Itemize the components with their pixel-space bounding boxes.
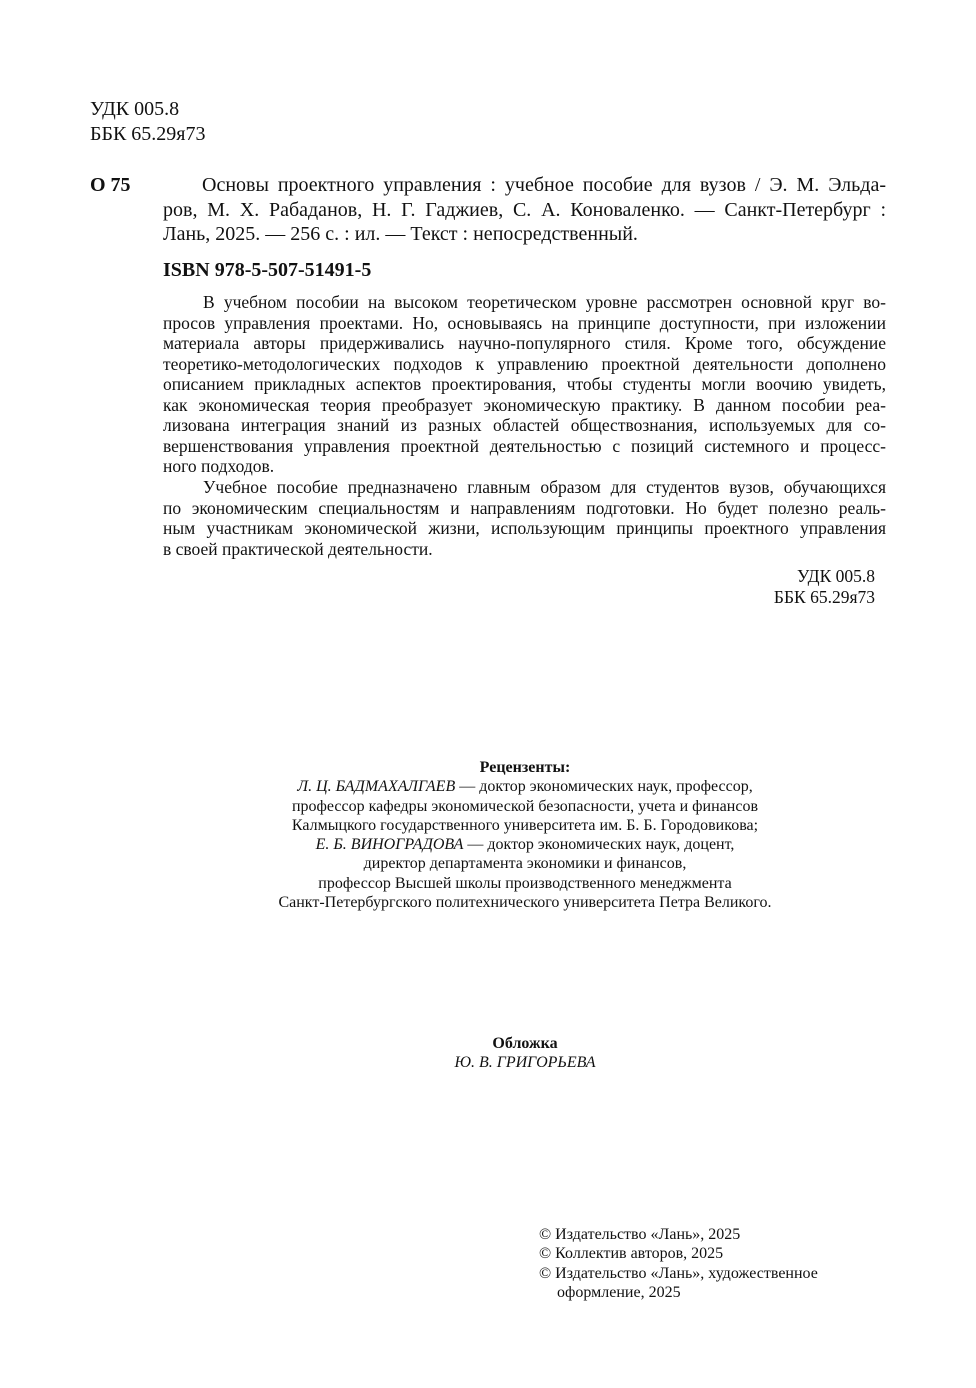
abstract-line: ным участникам экономической жизни, использующим принципы проектного управления — [163, 518, 886, 538]
reviewer-1-line-2: профессор кафедры экономической безопасности, учета и финансов — [291, 797, 758, 815]
reviewer-2-line-2: директор департамента экономики и финансов, — [363, 855, 687, 873]
copyright-block — [539, 1225, 818, 1302]
copyright-line: оформление, 2025 — [557, 1283, 681, 1301]
reviewer-2-line-3: профессор Высшей школы производственного менеджмента — [318, 874, 732, 892]
cover-heading: Обложка — [492, 1035, 558, 1052]
entry-line-1: Основы проектного управления : учебное пособие для вузов / Э. М. Эльда- — [202, 174, 886, 196]
abstract-line: В учебном пособии на высоком теоретическом уровне рассмотрен основной круг во- — [203, 292, 886, 312]
abstract-line: просов управления проектами. Но, основываясь на принципе доступности, при изложении — [163, 312, 886, 333]
reviewer-2-name: Е. Б. ВИНОГРАДОВА — [315, 836, 464, 854]
abstract-line: материала авторы придерживались научно-популярного стиля. Кроме того, обсуждение — [163, 333, 886, 353]
abstract-line: теоретико-методологических подходов к управлению проектной деятельности дополнено — [163, 353, 886, 374]
reviewer-2-line-4: Санкт-Петербургского политехнического университета Петра Великого. — [278, 894, 772, 912]
abstract-line: вершенствования управления проектной деятельностью с позиций системного и процесс- — [163, 435, 886, 456]
reviewers-block — [100, 758, 950, 912]
cover-block — [100, 1034, 950, 1073]
abstract-line: как экономическая теория преобразует экономическую практику. В данном пособии реа- — [163, 394, 886, 415]
abstract-line: в своей практической деятельности. — [163, 538, 433, 559]
cover-designer: Ю. В. ГРИГОРЬЕВА — [454, 1054, 596, 1072]
reviewer-2-line-1: Е. Б. ВИНОГРАДОВА — доктор экономических наук, доцент, — [315, 836, 735, 854]
copyright-line: © Издательство «Лань», 2025 — [539, 1226, 741, 1243]
copyright-line: © Коллектив авторов, 2025 — [539, 1245, 724, 1263]
abstract-paragraph-2 — [163, 477, 886, 559]
abstract-paragraph-1 — [163, 292, 886, 477]
udk-code: УДК 005.8 — [90, 98, 180, 120]
reviewer-1-line-3: Калмыцкого государственного университета им. Б. Б. Городовикова; — [291, 816, 759, 834]
reviewers-heading: Рецензенты: — [479, 759, 571, 776]
author-mark: О 75 — [90, 174, 131, 196]
abstract-line: по экономическим специальностям и направлениям подготовки. Но будет полезно реаль- — [163, 497, 886, 518]
footer-bbk-code: ББК 65.29я73 — [773, 587, 875, 607]
abstract-line: Учебное пособие предназначено главным образом для студентов вузов, обучающихся — [203, 477, 886, 497]
bbk-code: ББК 65.29я73 — [90, 123, 206, 145]
copyright-line: © Издательство «Лань», художественное — [539, 1264, 818, 1282]
abstract-line: описанием прикладных аспектов проектирования, чтобы студенты могли воочию увидеть, — [163, 374, 886, 394]
isbn: ISBN 978-5-507-51491-5 — [163, 259, 372, 281]
entry-line-2: ров, М. Х. Рабаданов, Н. Г. Гаджиев, С. А. Коноваленко. — Санкт-Петербург : — [163, 199, 886, 221]
reviewer-1-line-1: Л. Ц. БАДМАХАЛГАЕВ — доктор экономических наук, профессор, — [297, 778, 753, 796]
reviewer-1-name: Л. Ц. БАДМАХАЛГАЕВ — [297, 778, 456, 796]
abstract-line: лизована интеграция знаний из разных областей обществознания, используемых для со- — [163, 415, 886, 435]
footer-udk-code: УДК 005.8 — [797, 566, 875, 586]
abstract-line: ного подходов. — [163, 456, 275, 476]
entry-line-3: Лань, 2025. — 256 с. : ил. — Текст : непосредственный. — [163, 223, 638, 245]
